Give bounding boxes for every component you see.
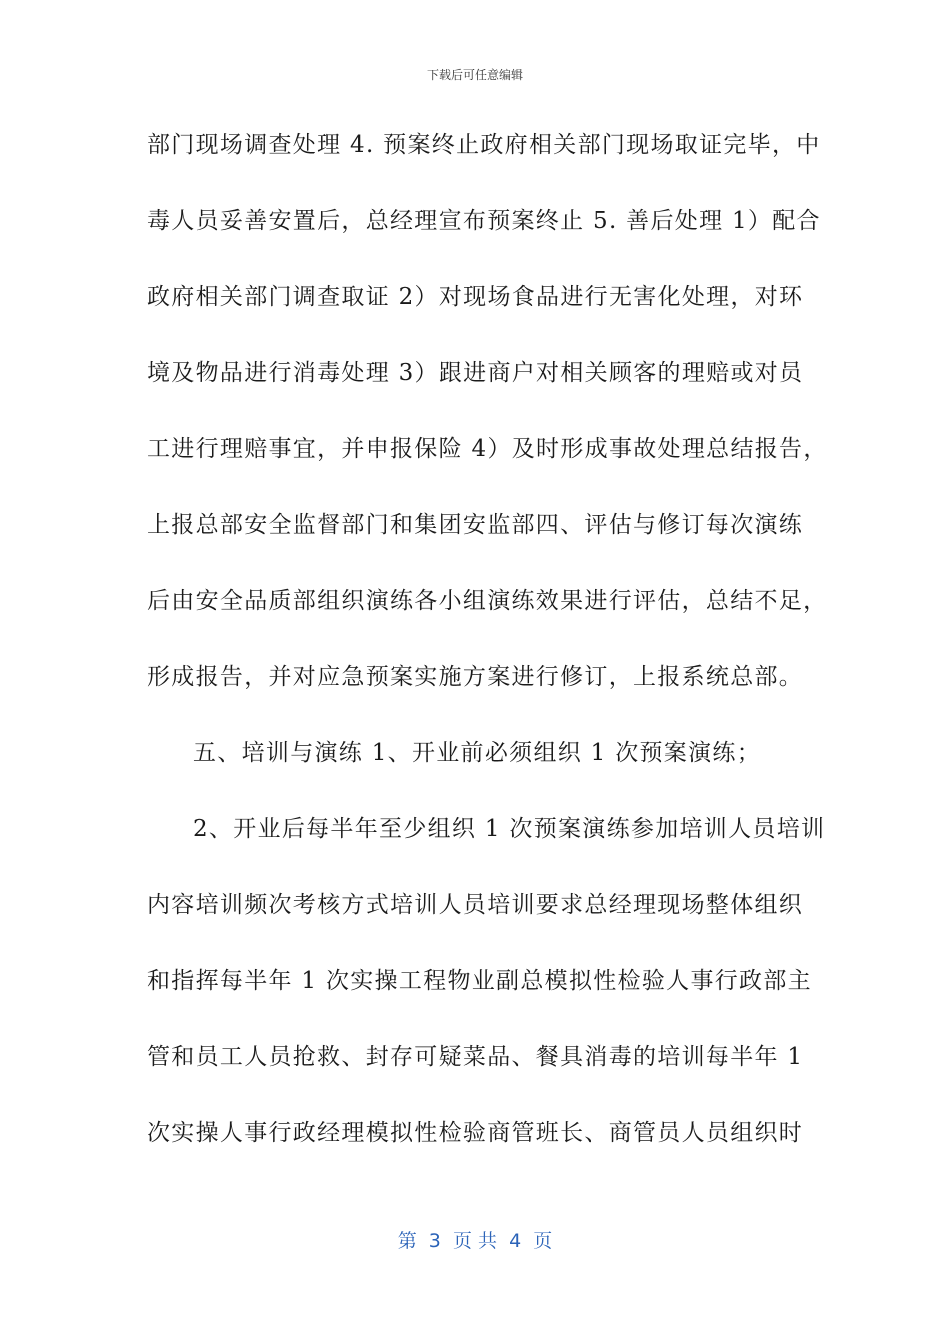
text-line: 毒人员妥善安置后，总经理宣布预案终止 5. 善后处理 1）配合 [147,208,821,234]
text-line: 上报总部安全监督部门和集团安监部四、评估与修订每次演练 [147,512,804,538]
paragraph-first-line: 五、培训与演练 1、开业前必须组织 1 次预案演练； [193,740,761,766]
text-line: 工进行理赔事宜，并申报保险 4）及时形成事故处理总结报告， [147,436,828,462]
page-number-footer: 第 3 页 共 4 页 [397,1230,553,1252]
document-body [147,120,828,1184]
text-line: 次实操人事行政经理模拟性检验商管班长、商管员人员组织时 [147,1120,804,1146]
text-line: 部门现场调查处理 4. 预案终止政府相关部门现场取证完毕，中 [147,132,821,158]
text-line: 后由安全品质部组织演练各小组演练效果进行评估，总结不足， [147,588,828,614]
text-line: 内容培训频次考核方式培训人员培训要求总经理现场整体组织 [147,892,804,918]
paragraph-first-line: 2、开业后每半年至少组织 1 次预案演练参加培训人员培训 [193,816,826,842]
text-line: 形成报告，并对应急预案实施方案进行修订，上报系统总部。 [147,664,804,690]
text-line: 和指挥每半年 1 次实操工程物业副总模拟性检验人事行政部主 [147,968,812,994]
page-header: 下载后可任意编辑 [426,68,523,82]
text-line: 政府相关部门调查取证 2）对现场食品进行无害化处理，对环 [147,284,804,310]
text-line: 管和员工人员抢救、封存可疑菜品、餐具消毒的培训每半年 1 [147,1044,804,1070]
text-line: 境及物品进行消毒处理 3）跟进商户对相关顾客的理赔或对员 [147,360,804,386]
